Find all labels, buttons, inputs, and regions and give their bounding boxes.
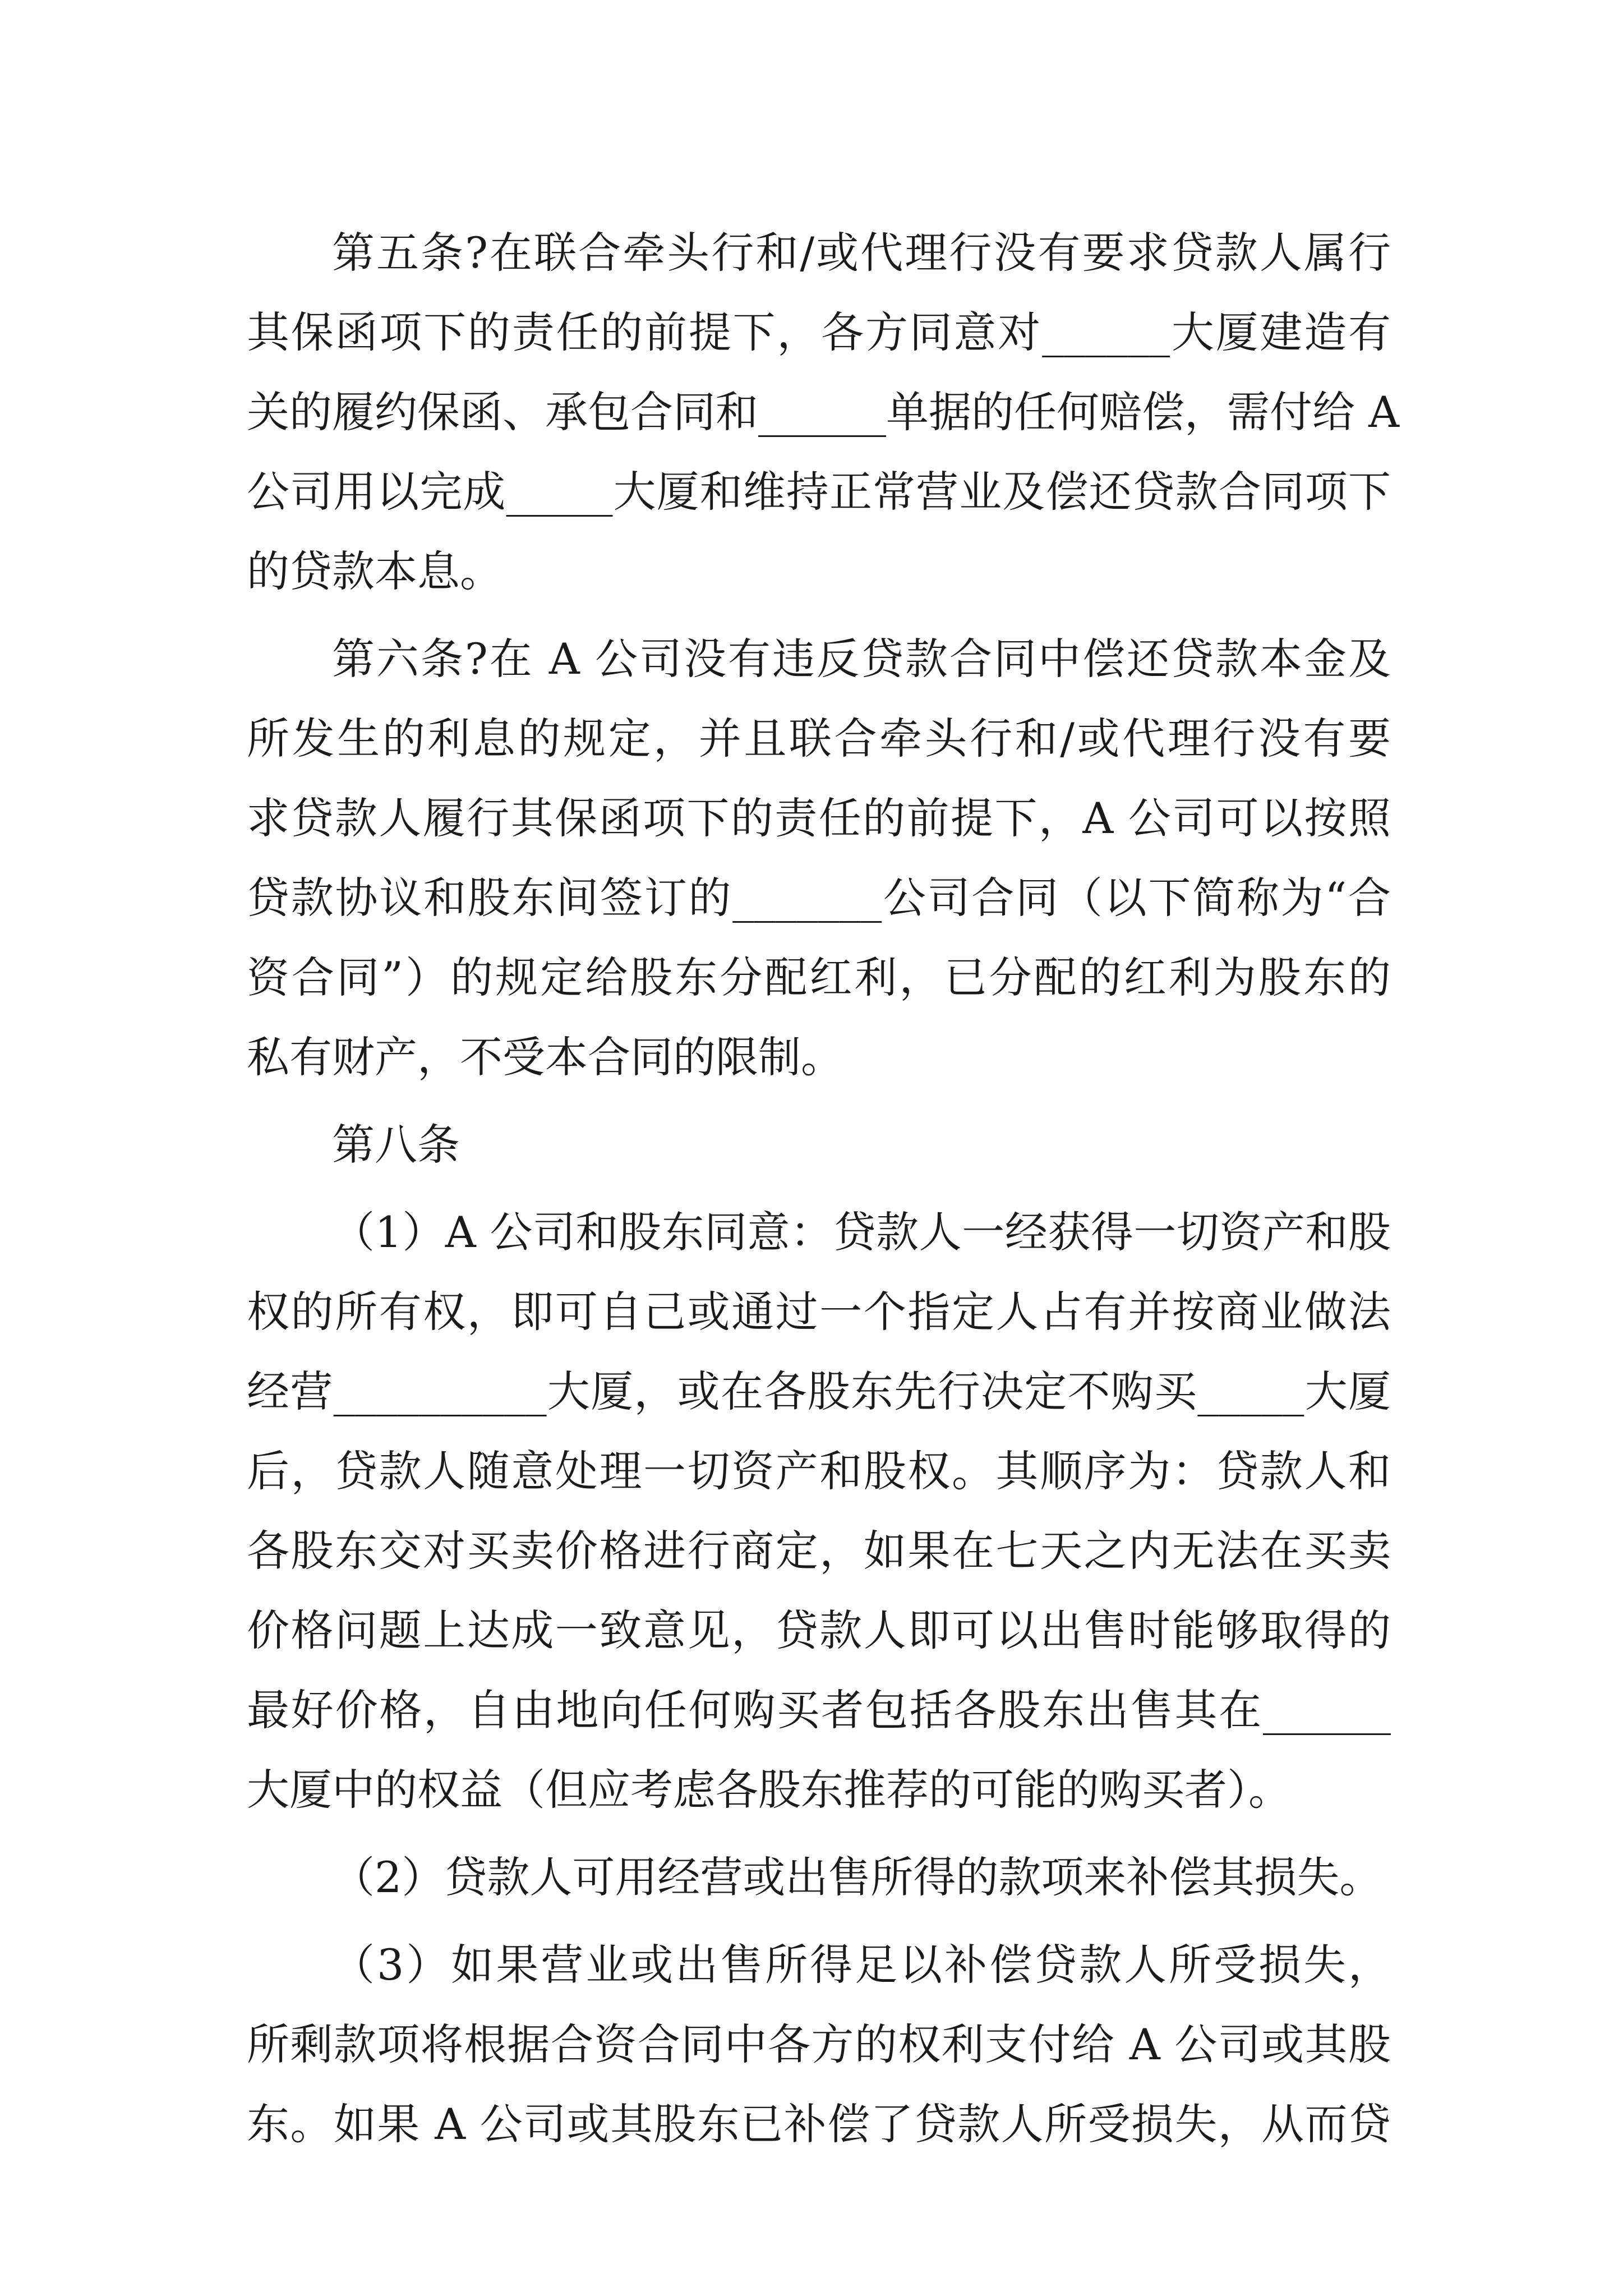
article-5-line-5: 的贷款本息。: [247, 546, 502, 596]
clause-2-line-1: （2）贷款人可用经营或出售所得的款项来补偿其损失。: [332, 1852, 1382, 1902]
article-5-line-2: 其保函项下的责任的前提下，各方同意对______大厦建造有: [247, 307, 1391, 357]
clause-1-line-4: 后，贷款人随意处理一切资产和股权。其顺序为：贷款人和: [247, 1446, 1391, 1496]
article-5-line-4: 公司用以完成_____大厦和维持正常营业及偿还贷款合同项下: [247, 467, 1391, 517]
article-5-line-3: 关的履约保函、承包合同和______单据的任何赔偿，需付给 A: [247, 387, 1400, 437]
clause-1-line-3: 经营__________大厦，或在各股东先行决定不购买_____大厦: [247, 1366, 1391, 1416]
clause-1-line-6: 价格问题上达成一致意见，贷款人即可以出售时能够取得的: [247, 1605, 1391, 1655]
article-5-line-1: 第五条?在联合牵头行和/或代理行没有要求贷款人属行: [332, 228, 1391, 278]
clause-3-line-2: 所剩款项将根据合资合同中各方的权利支付给 A 公司或其股: [247, 2019, 1391, 2069]
clause-1-line-7: 最好价格，自由地向任何购买者包括各股东出售其在______: [247, 1685, 1391, 1735]
clause-1-line-1: （1）A 公司和股东同意：贷款人一经获得一切资产和股: [332, 1207, 1391, 1257]
clause-1-line-5: 各股东交对买卖价格进行商定，如果在七天之内无法在买卖: [247, 1526, 1391, 1576]
clause-1-line-2: 权的所有权，即可自己或通过一个指定人占有并按商业做法: [247, 1287, 1391, 1337]
article-6-line-5: 资合同”）的规定给股东分配红利，已分配的红利为股东的: [247, 953, 1391, 1002]
article-6-line-4: 贷款协议和股东间签订的_______公司合同（以下简称为“合: [247, 873, 1391, 923]
article-8-heading: 第八条: [332, 1120, 460, 1170]
article-6-line-6: 私有财产，不受本合同的限制。: [247, 1032, 843, 1082]
article-6-line-2: 所发生的利息的规定，并且联合牵头行和/或代理行没有要: [247, 714, 1391, 763]
clause-1-line-8: 大厦中的权益（但应考虑各股东推荐的可能的购买者）。: [247, 1765, 1291, 1815]
clause-3-line-3: 东。如果 A 公司或其股东已补偿了贷款人所受损失，从而贷: [247, 2099, 1391, 2149]
article-6-line-1: 第六条?在 A 公司没有违反贷款合同中偿还贷款本金及: [332, 634, 1391, 684]
article-6-line-3: 求贷款人履行其保函项下的责任的前提下，A 公司可以按照: [247, 793, 1391, 843]
clause-3-line-1: （3）如果营业或出售所得足以补偿贷款人所受损失，: [332, 1940, 1391, 1990]
document-body: [247, 213, 1400, 2164]
